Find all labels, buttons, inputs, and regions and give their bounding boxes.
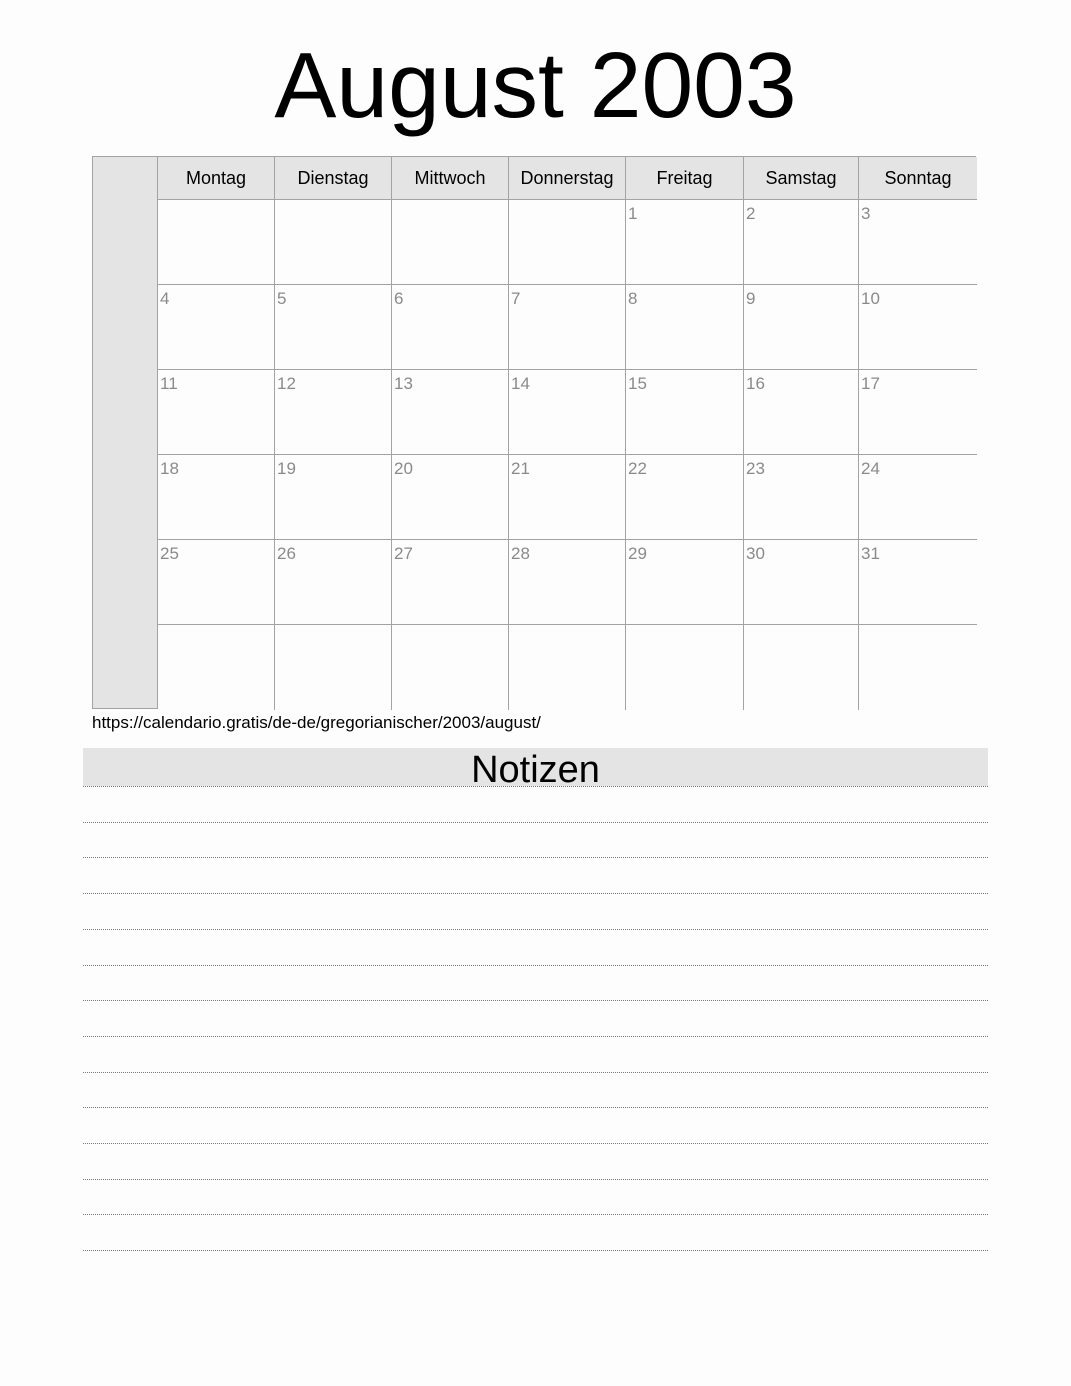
day-cell <box>509 540 626 625</box>
day-cell <box>392 200 509 285</box>
day-cell <box>626 540 744 625</box>
day-number: 22 <box>628 459 647 478</box>
day-number: 16 <box>746 374 765 393</box>
weekday-header-freitag: Freitag <box>626 157 744 200</box>
day-number: 11 <box>160 374 178 393</box>
day-cell <box>509 200 626 285</box>
day-cell <box>744 540 859 625</box>
day-cell <box>859 625 977 710</box>
day-number: 21 <box>511 459 530 478</box>
day-number: 3 <box>861 204 871 223</box>
day-cell <box>275 540 392 625</box>
day-cell <box>859 540 977 625</box>
note-line <box>83 965 988 966</box>
day-number: 2 <box>746 204 756 223</box>
weekday-header-mittwoch: Mittwoch <box>392 157 509 200</box>
note-line <box>83 1000 988 1001</box>
week-number-column <box>93 157 158 708</box>
day-cell <box>744 285 859 370</box>
day-number: 5 <box>277 289 287 308</box>
day-number: 9 <box>746 289 756 308</box>
day-cell <box>158 370 275 455</box>
note-line <box>83 786 988 787</box>
day-number: 25 <box>160 544 179 563</box>
day-cell <box>275 455 392 540</box>
source-url: https://calendario.gratis/de-de/gregorianischer/2003/august/ <box>92 713 541 732</box>
day-number: 13 <box>394 374 413 393</box>
note-line <box>83 1179 988 1180</box>
day-number: 4 <box>160 289 170 308</box>
day-cell <box>859 285 977 370</box>
day-cell <box>859 455 977 540</box>
page-title: August 2003 <box>274 33 797 137</box>
day-cell <box>158 540 275 625</box>
day-cell <box>275 200 392 285</box>
day-cell <box>158 455 275 540</box>
day-cell <box>275 625 392 710</box>
day-number: 7 <box>511 289 521 308</box>
day-cell <box>392 625 509 710</box>
weekday-header-montag: Montag <box>158 157 275 200</box>
day-number: 23 <box>746 459 765 478</box>
day-cell <box>626 370 744 455</box>
day-number: 18 <box>160 459 179 478</box>
day-number: 28 <box>511 544 530 563</box>
day-cell <box>626 285 744 370</box>
day-number: 27 <box>394 544 413 563</box>
note-line <box>83 1072 988 1073</box>
day-number: 24 <box>861 459 880 478</box>
day-cell <box>275 285 392 370</box>
day-cell <box>158 200 275 285</box>
day-number: 1 <box>628 204 638 223</box>
note-line <box>83 893 988 894</box>
day-number: 31 <box>861 544 880 563</box>
day-number: 17 <box>861 374 880 393</box>
day-number: 15 <box>628 374 647 393</box>
day-cell <box>626 455 744 540</box>
note-line <box>83 857 988 858</box>
note-line <box>83 929 988 930</box>
note-line <box>83 1250 988 1251</box>
day-cell <box>859 200 977 285</box>
day-cell <box>392 540 509 625</box>
notes-heading: Notizen <box>83 748 988 786</box>
note-line <box>83 822 988 823</box>
day-cell <box>744 455 859 540</box>
day-number: 26 <box>277 544 296 563</box>
weekday-header-donnerstag: Donnerstag <box>509 157 626 200</box>
note-line <box>83 1107 988 1108</box>
day-cell <box>275 370 392 455</box>
day-cell <box>158 625 275 710</box>
day-cell <box>509 455 626 540</box>
day-cell <box>509 285 626 370</box>
note-line <box>83 1036 988 1037</box>
day-cell <box>392 455 509 540</box>
calendar-days <box>158 157 975 708</box>
note-line <box>83 1214 988 1215</box>
day-cell <box>744 625 859 710</box>
day-cell <box>509 625 626 710</box>
day-number: 29 <box>628 544 647 563</box>
day-cell <box>626 200 744 285</box>
day-number: 20 <box>394 459 413 478</box>
day-cell <box>744 200 859 285</box>
day-number: 30 <box>746 544 765 563</box>
calendar-grid <box>92 156 976 709</box>
day-number: 8 <box>628 289 638 308</box>
weekday-header-dienstag: Dienstag <box>275 157 392 200</box>
weekday-header-sonntag: Sonntag <box>859 157 977 200</box>
day-cell <box>744 370 859 455</box>
day-cell <box>158 285 275 370</box>
weekday-header-samstag: Samstag <box>744 157 859 200</box>
day-cell <box>509 370 626 455</box>
day-number: 12 <box>277 374 296 393</box>
day-cell <box>392 285 509 370</box>
day-cell <box>626 625 744 710</box>
day-number: 14 <box>511 374 530 393</box>
note-line <box>83 1143 988 1144</box>
day-cell <box>392 370 509 455</box>
day-number: 6 <box>394 289 404 308</box>
day-cell <box>859 370 977 455</box>
day-number: 19 <box>277 459 296 478</box>
day-number: 10 <box>861 289 880 308</box>
